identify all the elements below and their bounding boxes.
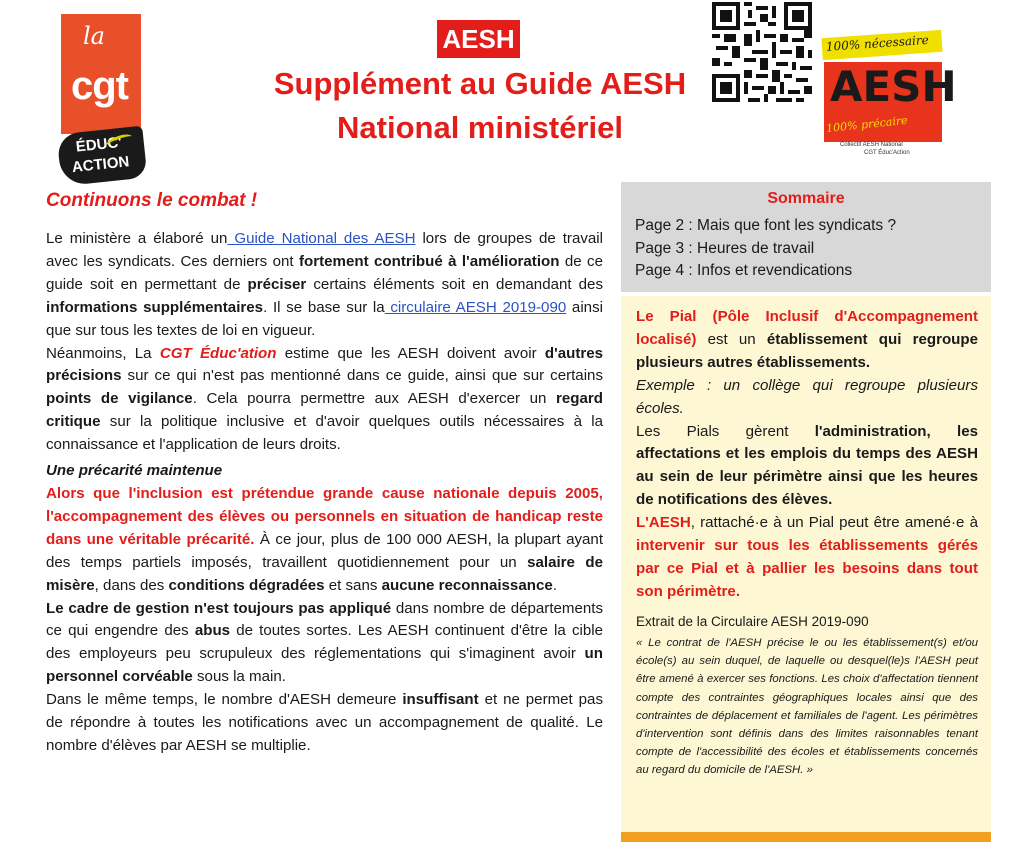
paragraph-neanmoins bbox=[46, 343, 603, 458]
bold-text: abus bbox=[194, 622, 231, 640]
cgt-logo-educ: ÉDUC' bbox=[75, 133, 123, 156]
section-title-precarite: Une précarité maintenue bbox=[46, 462, 223, 480]
text: . Il se base sur la bbox=[263, 298, 385, 316]
guide-national-link[interactable]: Guide National des AESH bbox=[227, 230, 416, 247]
bold-text: salaire de misère bbox=[46, 553, 603, 594]
cgt-logo-action: ACTION bbox=[71, 153, 131, 177]
text: À ce jour, plus de 100 000 AESH, la plupart ayant des temps partiels imposés, travaillent quotidiennement pour un bbox=[46, 530, 604, 571]
cgt-logo-cgt: cgt bbox=[71, 64, 128, 108]
aesh-logo-top-text: 100% nécessaire bbox=[825, 32, 930, 54]
text: de ce guide soit en permettant de bbox=[46, 252, 603, 293]
aesh-logo-caption-1: Collectif AESH National bbox=[840, 142, 903, 148]
section-subtitle: Continuons le combat ! bbox=[46, 190, 258, 211]
aesh-logo-bottom-text: 100% précaire bbox=[825, 113, 909, 136]
text: , rattaché·e à un Pial peut être amené·e à bbox=[690, 514, 978, 532]
pial-gestion bbox=[636, 421, 978, 513]
bold-text: informations supplémentaires bbox=[46, 298, 264, 316]
paragraph-cadre-gestion bbox=[46, 598, 603, 690]
aesh-badge: AESH bbox=[437, 20, 520, 58]
bold-text: conditions dégradées bbox=[168, 576, 325, 594]
cgt-educaction-logo bbox=[55, 12, 145, 182]
pial-box-bottom-border bbox=[621, 832, 991, 842]
cgt-logo-educ-bubble bbox=[57, 126, 148, 187]
paragraph-nombre-aesh bbox=[46, 689, 603, 758]
circulaire-link[interactable]: circulaire AESH 2019-090 bbox=[384, 298, 567, 316]
bold-text: établissement qui regroupe plusieurs autres établissements. bbox=[636, 330, 978, 371]
pial-definition bbox=[636, 306, 978, 375]
bold-text: points de vigilance bbox=[46, 390, 193, 408]
aesh-collectif-logo bbox=[818, 28, 957, 163]
text: ainsi que sur tous les textes de loi en vigueur. bbox=[46, 298, 603, 339]
bold-text: regard critique bbox=[46, 390, 603, 431]
paragraph-precarite bbox=[46, 483, 603, 598]
text: , dans des bbox=[94, 576, 169, 594]
pial-rattachement bbox=[636, 512, 978, 604]
sommaire-list bbox=[635, 215, 896, 283]
extrait-title: Extrait de la Circulaire AESH 2019-090 bbox=[636, 614, 869, 629]
pial-text bbox=[636, 306, 978, 604]
title-line-1: Supplément au Guide AESH bbox=[273, 66, 687, 101]
red-bold-text: L'AESH bbox=[636, 514, 691, 532]
bold-text: un personnel corvéable bbox=[46, 645, 603, 686]
aesh-logo-caption-2: CGT Éduc'Action bbox=[864, 150, 910, 156]
pial-example: Exemple : un collège qui regroupe plusieurs écoles. bbox=[636, 376, 978, 417]
text: et ne permet pas de répondre à toutes les notifications avec un accompagnement de qualité. Le nombre d'élèves par AESH se multiplie. bbox=[46, 691, 603, 754]
text: estime que les AESH doivent avoir bbox=[276, 344, 545, 362]
title-line-2: National ministériel bbox=[337, 110, 623, 145]
sommaire-item: Page 4 : Infos et revendications bbox=[635, 262, 853, 279]
paragraph-intro bbox=[46, 228, 603, 343]
text: Le ministère a élaboré un bbox=[46, 230, 228, 247]
left-column-body bbox=[46, 228, 603, 758]
sommaire-item: Page 2 : Mais que font les syndicats ? bbox=[635, 217, 897, 234]
cgt-logo-la: la bbox=[83, 22, 105, 50]
text: Dans le même temps, le nombre d'AESH demeure bbox=[46, 691, 403, 709]
bold-text: préciser bbox=[247, 275, 307, 293]
sommaire-item: Page 3 : Heures de travail bbox=[635, 239, 815, 257]
qr-code-icon[interactable] bbox=[712, 2, 812, 102]
text: . Cela pourra permettre aux AESH d'exercer un bbox=[192, 390, 557, 408]
bold-text: aucune reconnaissance bbox=[381, 576, 553, 594]
text: est un bbox=[696, 330, 767, 348]
text: Néanmoins, La bbox=[46, 344, 160, 362]
text: sur ce qui n'est pas mentionné dans ce guide, ainsi que sur certains bbox=[121, 367, 603, 385]
bold-text: d'autres précisions bbox=[46, 344, 604, 385]
text: . bbox=[552, 576, 557, 594]
bold-text: insuffisant bbox=[402, 691, 479, 709]
text: dans nombre de départements ce qui engendre des bbox=[46, 599, 604, 640]
aesh-logo-main: AESH bbox=[830, 62, 957, 111]
text: sur la politique inclusive et d'avoir quelques outils nécessaires à la connaissance et l'application de leurs droits. bbox=[46, 413, 603, 454]
bold-text: l'administration, les affectations et les emplois du temps des AESH au sein de leur périmètre ainsi que les heures de notifications des élèves. bbox=[636, 422, 978, 509]
sommaire-title: Sommaire bbox=[767, 190, 845, 207]
red-bold-text: intervenir sur tous les établissements gérés par ce Pial et à pallier les besoins dans tout son périmètre. bbox=[636, 537, 978, 600]
extrait-quote: « Le contrat de l'AESH précise le ou les établissement(s) et/ou école(s) au sein duquel, de laquelle ou desquel(le)s l'AESH peut être amené à exercer ses fonctions. Les choix d'affectation tiennent compte des contraintes géographiques locales ainsi que des contraintes de déplacement et familiales de l'agent. Les périmètres d'intervention sont définis dans des limites raisonnables tenant compte de l'accessibilité des écoles et établissements concernés au regard du domicile de l'AESH. » bbox=[636, 637, 978, 777]
red-bold-text: Alors que l'inclusion est prétendue grande cause nationale depuis 2005, l'accompagnement des élèves ou personnels en situation de handicap reste dans une véritable précarité. bbox=[46, 484, 603, 548]
page-title bbox=[250, 62, 710, 150]
cgt-logo-red-block bbox=[61, 14, 141, 134]
aesh-logo-top-band bbox=[821, 30, 942, 60]
text: lors de groupes de travail avec les syndicats. Ces derniers ont bbox=[46, 230, 603, 270]
text: de toutes sortes. Les AESH continuent d'être la cible des employeurs peu scrupuleux des réglementations qui s'imaginent avoir bbox=[46, 622, 603, 663]
text: sous la main. bbox=[192, 668, 286, 686]
text: certains éléments soit en demandant des bbox=[306, 275, 603, 293]
bold-text: Le cadre de gestion n'est toujours pas appliqué bbox=[46, 599, 392, 617]
text: et sans bbox=[324, 576, 382, 594]
cgt-name: CGT Éduc'ation bbox=[159, 344, 277, 362]
sommaire-box bbox=[621, 182, 991, 292]
bold-text: fortement contribué à l'amélioration bbox=[299, 252, 560, 270]
text: Les Pials gèrent bbox=[636, 422, 815, 440]
red-bold-text: Le Pial (Pôle Inclusif d'Accompagnement localisé) bbox=[636, 308, 978, 348]
